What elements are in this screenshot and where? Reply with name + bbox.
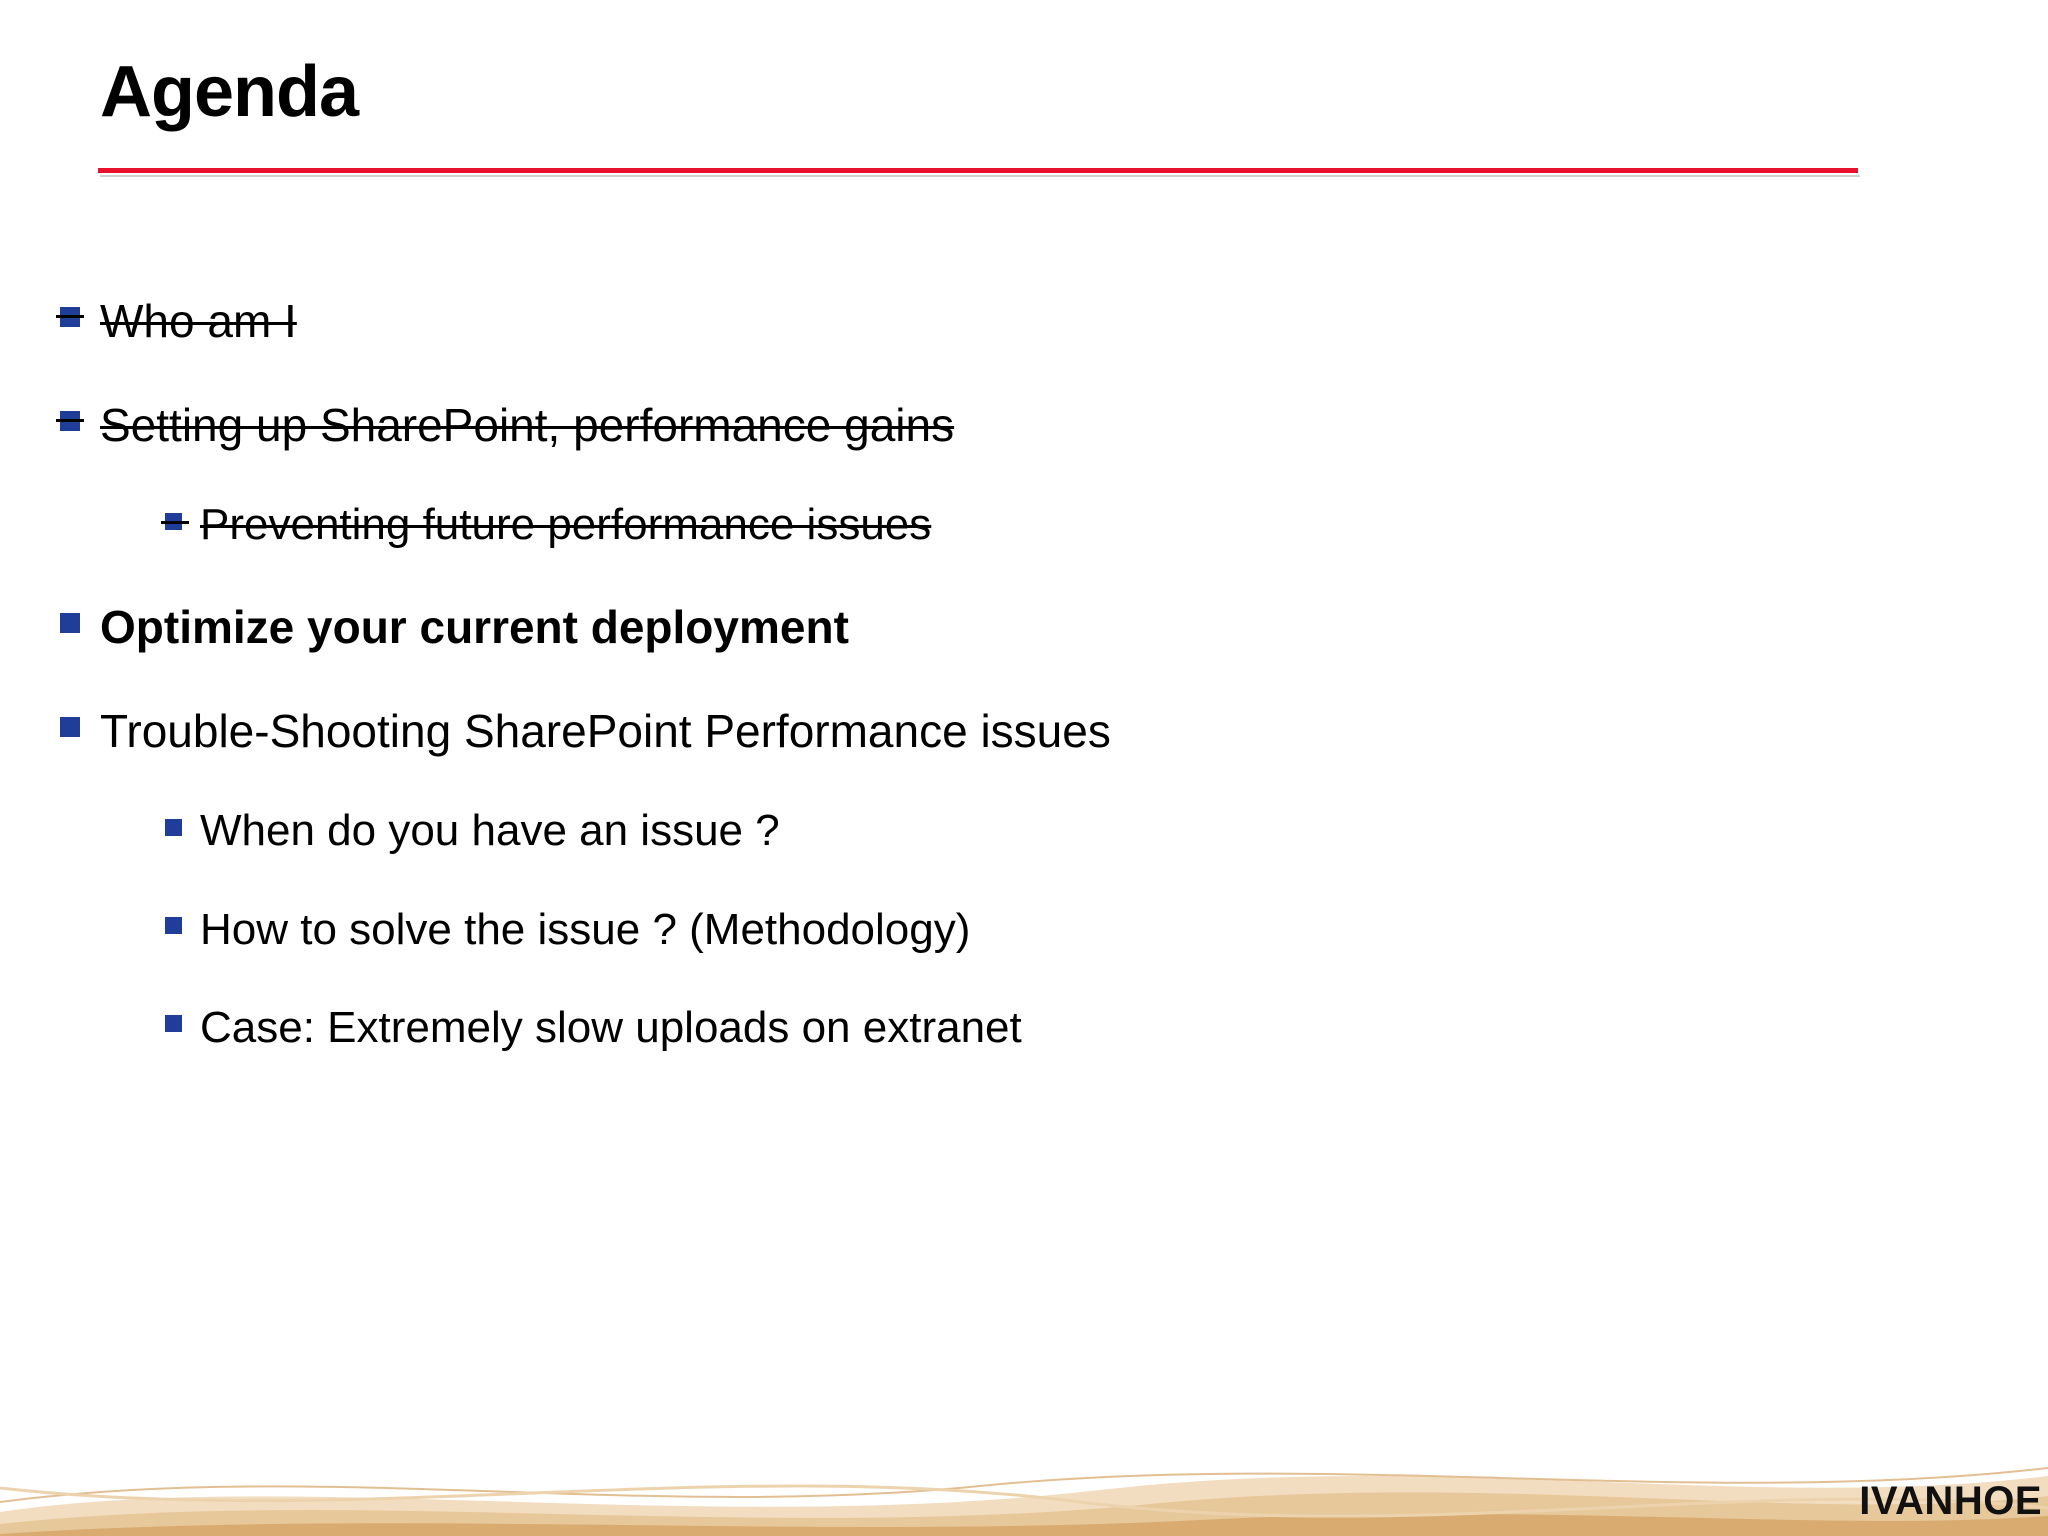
square-bullet-icon xyxy=(165,819,182,836)
footer-decoration xyxy=(0,1416,2048,1536)
list-item xyxy=(165,498,2048,550)
list-item-label: Optimize your current deployment xyxy=(100,600,849,653)
square-bullet-icon xyxy=(165,1015,182,1032)
title-underline-shadow xyxy=(100,175,1860,177)
square-bullet-icon xyxy=(60,307,80,327)
square-bullet-icon xyxy=(60,717,80,737)
agenda-list xyxy=(0,290,2048,1099)
list-item xyxy=(165,902,2048,954)
list-item-label: When do you have an issue ? xyxy=(200,806,780,856)
swoosh-graphic xyxy=(0,1416,2048,1536)
list-item-label: How to solve the issue ? (Methodology) xyxy=(200,904,971,954)
list-item-label: Setting up SharePoint, performance gains xyxy=(100,398,955,451)
page-title: Agenda xyxy=(100,52,359,132)
list-item-label: Preventing future performance issues xyxy=(200,500,932,550)
list-item xyxy=(60,290,2048,348)
list-item-label: Trouble-Shooting SharePoint Performance issues xyxy=(100,704,1111,757)
list-item xyxy=(165,1001,2048,1053)
brand-logo: IVANHOE xyxy=(1859,1479,2042,1523)
list-item xyxy=(165,804,2048,856)
square-bullet-icon xyxy=(165,513,182,530)
list-item-label: Who am I xyxy=(100,294,297,347)
list-item-label: Case: Extremely slow uploads on extranet xyxy=(200,1002,1022,1052)
list-item xyxy=(60,394,2048,452)
square-bullet-icon xyxy=(60,613,80,633)
square-bullet-icon xyxy=(60,411,80,431)
square-bullet-icon xyxy=(165,917,182,934)
list-item xyxy=(60,700,2048,758)
list-item xyxy=(60,596,2048,654)
title-underline xyxy=(98,168,1858,173)
